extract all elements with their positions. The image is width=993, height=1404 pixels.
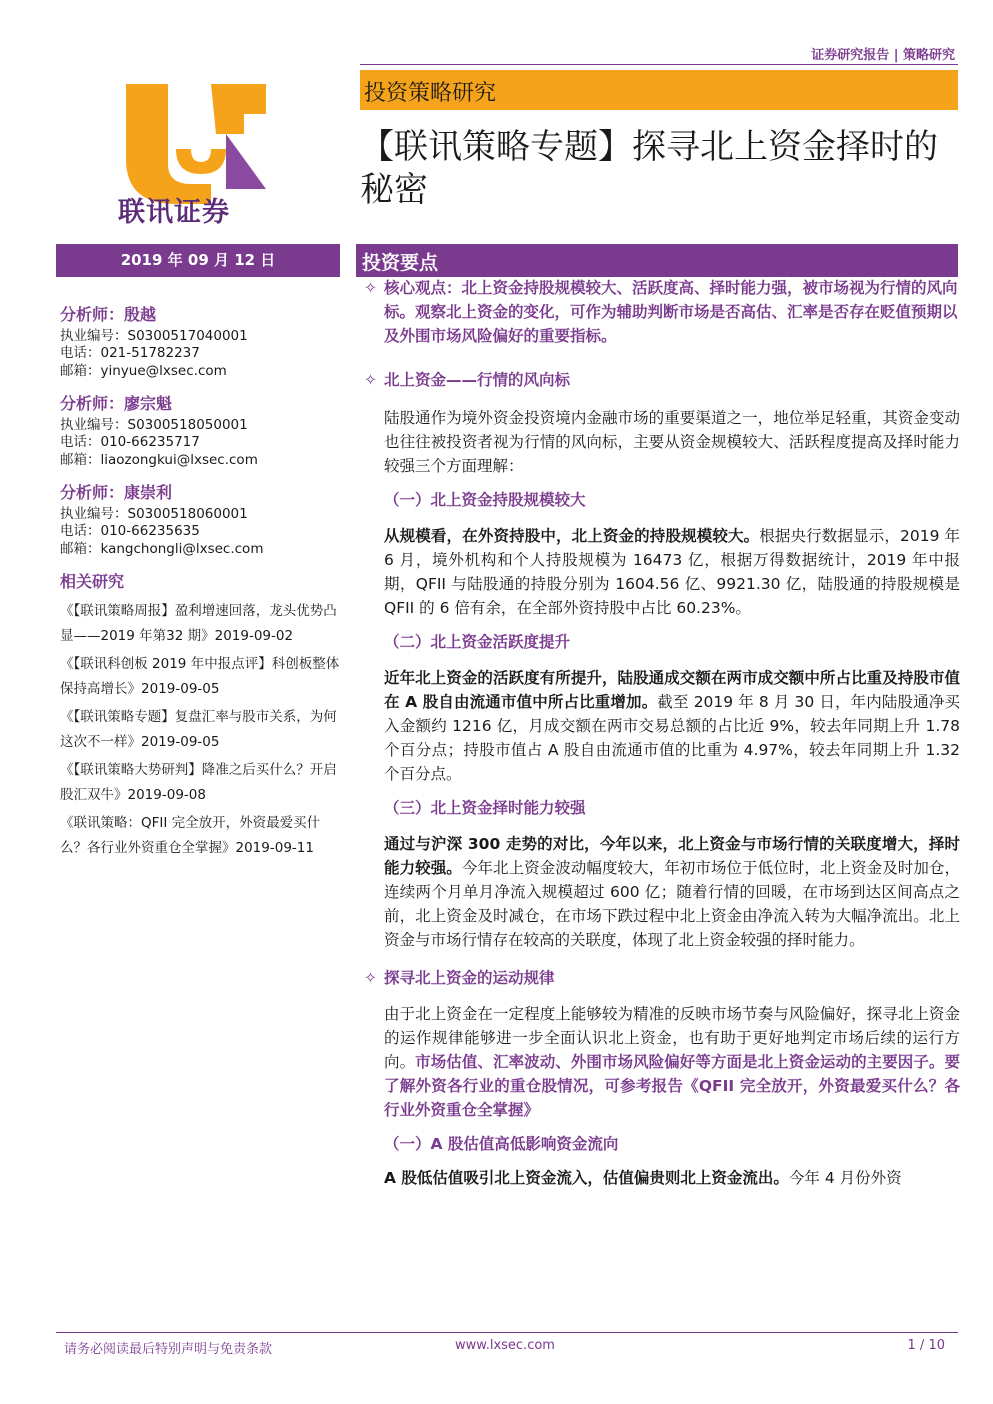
core-view: ✧ 核心观点：北上资金持股规模较大、活跃度高、择时能力强，被市场视为行情的风向标。观察北上资金的变化，可作为辅助判断市场是否高估、汇率是否存在贬值预期以及外围市场风险偏好的重要指标。 [360, 276, 960, 348]
paragraph: 由于北上资金在一定程度上能够较为精准的反映市场节奏与风险偏好，探寻北上资金的运作规律能够进一步全面认识北上资金，也有助于更好地判定市场后续的运行方向。市场估值、汇率波动、外围市场风险偏好等方面是北上资金运动的主要因子。要了解外资各行业的重仓股情况，可参考报告《QFII 完全放开，外资最爱买什么？各行业外资重仓全掌握》 [384, 1005, 960, 1119]
subsection-heading: （二）北上资金活跃度提升 [384, 633, 571, 651]
key-points-bar [356, 244, 958, 277]
logo-text: 联讯证券 [118, 197, 230, 228]
related-research-item[interactable]: 《联讯策略：QFII 完全放开，外资最爱买什么？各行业外资重仓全掌握》2019-09-11 [60, 814, 321, 856]
analyst-license: 执业编号：S0300518060001 [60, 505, 248, 522]
diamond-bullet-icon: ✧ [364, 969, 377, 987]
section-bar [360, 70, 958, 110]
related-research-item[interactable]: 《【联讯策略专题】复盘汇率与股市关系，为何这次不一样》2019-09-05 [60, 708, 337, 750]
report-date: 2019 年 09 月 12 日 [56, 244, 340, 277]
analyst-name: 分析师：康崇利 [60, 483, 173, 502]
analyst-card [60, 306, 345, 380]
paragraph: 陆股通作为境外资金投资境内金融市场的重要渠道之一，地位举足轻重，其资金变动也往往被投资者视为行情的风向标，主要从资金规模较大、活跃程度提高及择时能力较强三个方面理解： [384, 409, 960, 475]
analyst-email[interactable]: 邮箱：liaozongkui@lxsec.com [60, 451, 258, 468]
subsection-heading: （一）北上资金持股规模较大 [384, 491, 586, 509]
header-rule [360, 64, 958, 65]
subsection-heading: （三）北上资金择时能力较强 [384, 799, 586, 817]
key-points-label: 投资要点 [362, 252, 439, 274]
related-research-item[interactable]: 《【联讯科创板 2019 年中报点评】科创板整体保持高增长》2019-09-05 [60, 655, 340, 697]
analyst-card [60, 484, 345, 558]
section-label: 投资策略研究 [364, 81, 497, 106]
analyst-license: 执业编号：S0300517040001 [60, 327, 248, 344]
sidebar [60, 306, 345, 864]
main-content [360, 276, 960, 1190]
section-heading: ✧ 北上资金——行情的风向标 [360, 368, 960, 392]
paragraph: 通过与沪深 300 走势的对比，今年以来，北上资金与市场行情的关联度增大，择时能力较强。今年北上资金波动幅度较大，年初市场位于低位时，北上资金及时加仓，连续两个月单月净流入规模超过 600 亿；随着行情的回暖，在市场到达区间高点之前，北上资金及时减仓，在市场下跌过程中北上资金由净流入转为大幅净流出。北上资金与市场行情存在较高的关联度，体现了北上资金较强的择时能力。 [384, 835, 960, 949]
analyst-phone: 电话：010-66235717 [60, 434, 200, 450]
analyst-phone: 电话：021-51782237 [60, 345, 200, 361]
analyst-license: 执业编号：S0300518050001 [60, 416, 248, 433]
analyst-phone: 电话：010-66235635 [60, 523, 200, 539]
footer-rule [56, 1332, 958, 1333]
paragraph: 近年北上资金的活跃度有所提升，陆股通成交额在两市成交额中所占比重及持股市值在 A 股自由流通市值中所占比重增加。截至 2019 年 8 月 30 日，年内陆股通净买入金额约 1216 亿，月成交额在两市交易总额的占比近 9%，较去年同期上升 1.78 个百分点；持股市值占 A 股自由流通市值的比重为 4.97%，较去年同期上升 1.32 个百分点。 [384, 669, 960, 783]
paragraph: A 股低估值吸引北上资金流入，估值偏贵则北上资金流出。今年 4 月份外资 [384, 1169, 902, 1187]
analyst-email[interactable]: 邮箱：kangchongli@lxsec.com [60, 540, 264, 557]
related-research-item[interactable]: 《【联讯策略周报】盈利增速回落，龙头优势凸显——2019 年第32 期》2019-09-02 [60, 602, 337, 644]
analyst-email[interactable]: 邮箱：yinyue@lxsec.com [60, 362, 227, 379]
subsection-heading: （一）A 股估值高低影响资金流向 [384, 1135, 619, 1153]
related-research-title: 相关研究 [60, 572, 125, 591]
analyst-card [60, 395, 345, 469]
section-heading: ✧ 探寻北上资金的运动规律 [360, 966, 960, 990]
analyst-name: 分析师：廖宗魁 [60, 394, 173, 413]
report-type-tag: 证券研究报告 | 策略研究 [811, 48, 955, 63]
report-title: 【联讯策略专题】探寻北上资金择时的秘密 [360, 127, 938, 210]
page-number: 1 / 10 [907, 1338, 945, 1353]
paragraph: 从规模看，在外资持股中，北上资金的持股规模较大。根据央行数据显示，2019 年 6 月，境外机构和个人持股规模为 16473 亿，根据万得数据统计，2019 年中报期，QFII 与陆股通的持股分别为 1604.56 亿、9921.30 亿，陆股通的持股规模是 QFII 的 6 倍有余，在全部外资持股中占比 60.23%。 [384, 527, 960, 617]
footer-website-link[interactable]: www.lxsec.com [455, 1338, 555, 1353]
diamond-bullet-icon: ✧ [364, 371, 377, 389]
footer-disclaimer: 请务必阅读最后特别声明与免责条款 [64, 1342, 273, 1357]
diamond-bullet-icon: ✧ [364, 279, 377, 297]
analyst-name: 分析师：殷越 [60, 305, 157, 324]
related-research-item[interactable]: 《【联讯策略大势研判】降准之后买什么？开启股汇双牛》2019-09-08 [60, 761, 337, 803]
